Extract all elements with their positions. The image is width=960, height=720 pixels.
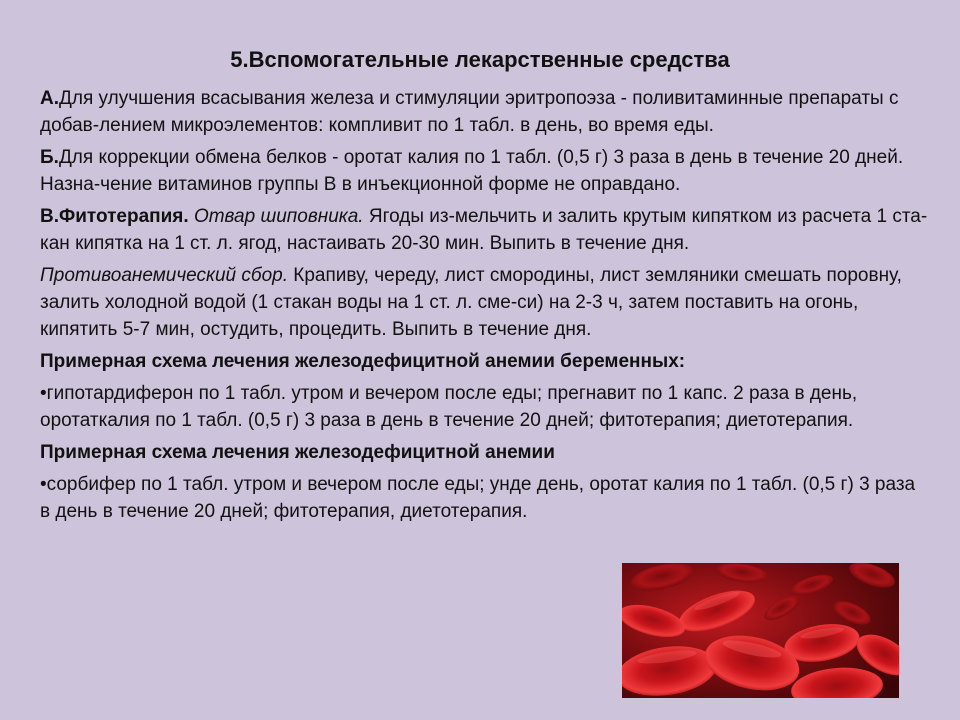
paragraph-v-text: Ягоды из-мельчить и залить крутым кипятком из расчета 1 ста-кан кипятка на 1 ст. л. ягод, настаивать 20-30 мин. Выпить в течение дня. — [40, 206, 928, 254]
scheme-2-heading: Примерная схема лечения железодефицитной анемии — [40, 442, 555, 463]
paragraph-b-lead: Б. — [40, 147, 59, 168]
paragraph-v-italic: Отвар шиповника. — [193, 206, 364, 227]
paragraph-v — [40, 203, 930, 257]
scheme-2-text: •сорбифер по 1 табл. утром и вечером после еды; унде день, оротат калия по 1 табл. (0,5 г) 3 раза в день в течение 20 дней; фитотерапия, диетотерапия. — [40, 474, 916, 522]
paragraph-b-text: Для коррекции обмена белков - оротат калия по 1 табл. (0,5 г) 3 раза в день в течение 20 дней. Назна-чение витаминов группы В в инъекционной форме не оправдано. — [40, 147, 904, 195]
slide-title: 5.Вспомогательные лекарственные средства — [230, 47, 730, 72]
red-blood-cells-image — [622, 563, 899, 698]
paragraph-herbal-italic: Противоанемический сбор. — [40, 265, 289, 286]
paragraph-herbal-text: Крапиву, череду, лист смородины, лист земляники смешать поровну, залить холодной водой (1 стакан воды на 1 ст. л. сме-си) на 2-3 ч, затем поставить на огонь, кипятить 5-7 мин, остудить, процедить. Выпить в течение дня. — [40, 265, 902, 340]
paragraph-a — [40, 85, 930, 139]
slide-body — [40, 85, 930, 530]
paragraph-b — [40, 144, 930, 198]
paragraph-v-lead: В.Фитотерапия. — [40, 206, 189, 227]
paragraph-herbal — [40, 262, 930, 343]
scheme-pregnant-heading: Примерная схема лечения железодефицитной анемии беременных: — [40, 351, 686, 372]
paragraph-a-text: Для улучшения всасывания железа и стимуляции эритропоэза - поливитаминные препараты с добав-лением микроэлементов: компливит по 1 табл. в день, во время еды. — [40, 88, 899, 136]
paragraph-a-lead: А. — [40, 88, 59, 109]
scheme-pregnant-text: •гипотардиферон по 1 табл. утром и вечером после еды; прегнавит по 1 капс. 2 раза в день, оротаткалия по 1 табл. (0,5 г) 3 раза в день в течение 20 дней; фитотерапия; диетотерапия. — [40, 383, 858, 431]
red-blood-cells-icon — [622, 563, 899, 698]
